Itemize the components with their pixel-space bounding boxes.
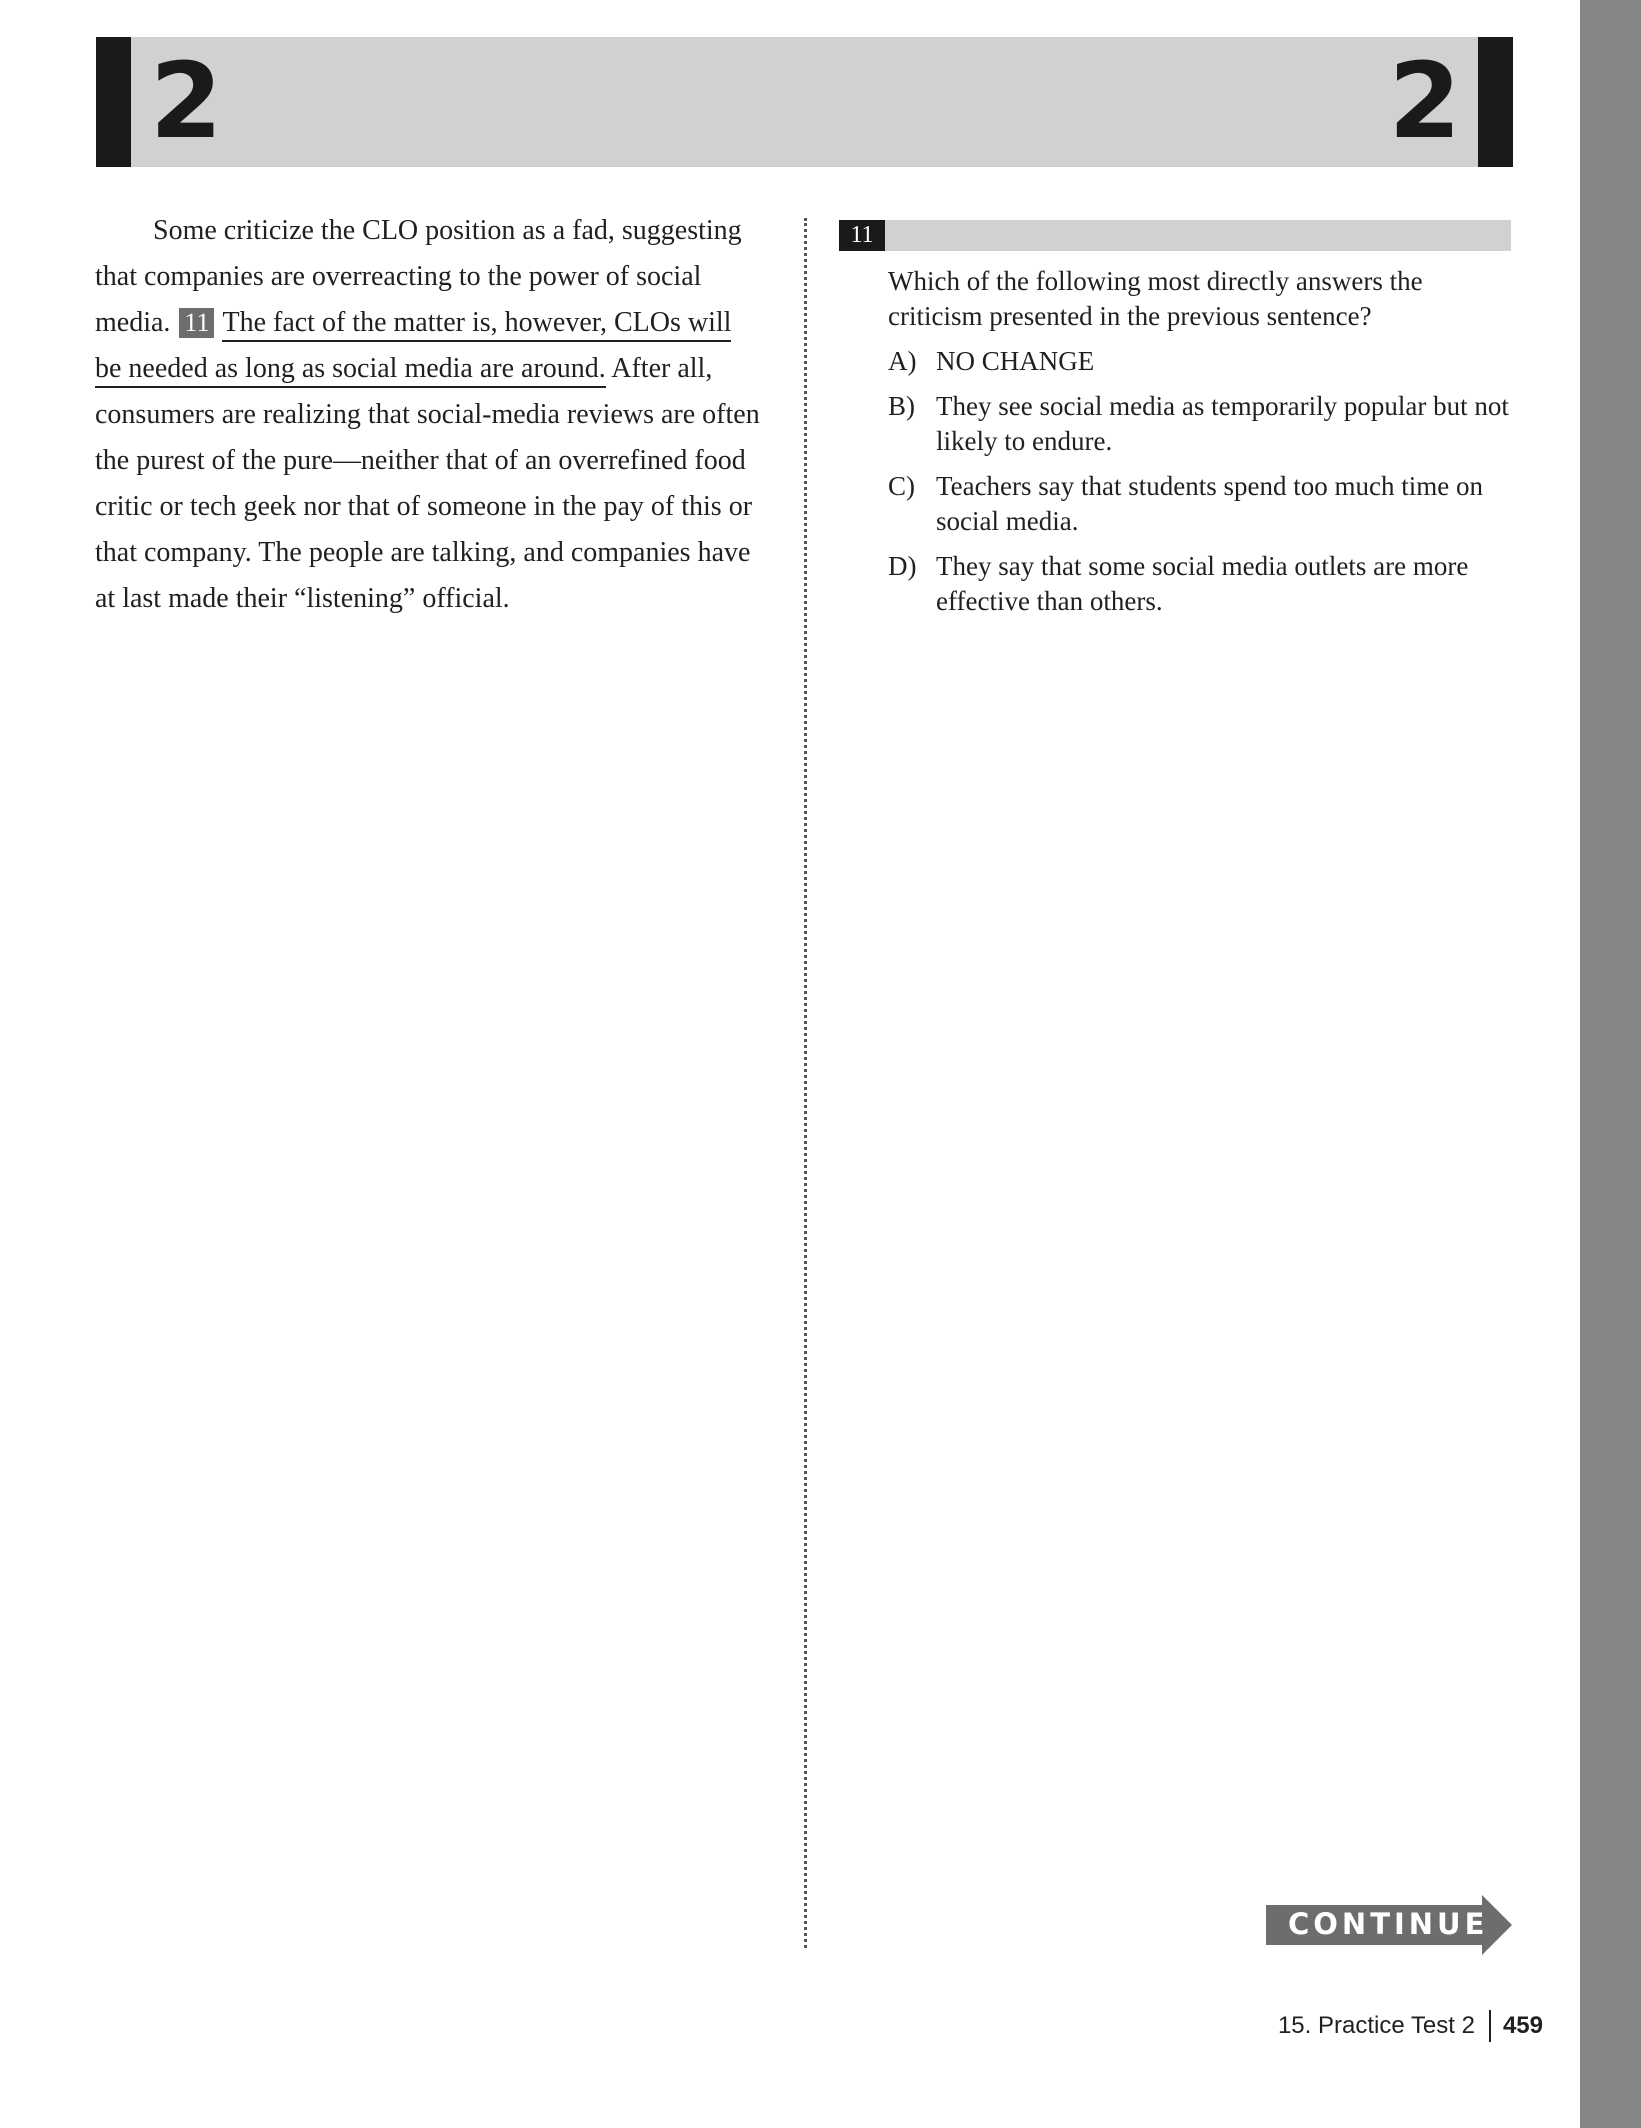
passage-line <box>95 300 775 346</box>
option-letter: C) <box>888 471 915 501</box>
section-number-right: 2 <box>1388 40 1461 162</box>
right-marker-bar <box>1478 37 1513 167</box>
passage <box>95 208 775 622</box>
option-text: NO CHANGE <box>936 346 1095 376</box>
passage-line <box>95 346 775 392</box>
passage-text: media. <box>95 307 171 338</box>
option-letter: B) <box>888 391 915 421</box>
page-edge-strip <box>1580 0 1641 2128</box>
chapter-label: 15. Practice Test 2 <box>1277 2012 1475 2039</box>
section-number-left: 2 <box>150 40 223 162</box>
page-footer <box>1278 2010 1543 2042</box>
passage-line: consumers are realizing that social-media reviews are often <box>95 399 760 430</box>
left-marker-bar <box>96 37 131 167</box>
question-number: 11 <box>839 220 885 251</box>
option-a[interactable] <box>888 344 1518 379</box>
option-b[interactable] <box>888 389 1518 459</box>
passage-line: that companies are overreacting to the power of social <box>95 261 702 292</box>
passage-line: the purest of the pure—neither that of an overrefined food <box>95 445 746 476</box>
continue-arrow <box>1266 1895 1512 1955</box>
continue-label: CONTINUE <box>1288 1907 1489 1941</box>
question-header-bar <box>839 220 1511 251</box>
footer-separator <box>1489 2010 1491 2042</box>
option-letter: D) <box>888 551 917 581</box>
page-number: 459 <box>1502 2012 1543 2039</box>
question-marker[interactable]: 11 <box>179 308 214 338</box>
passage-line: that company. The people are talking, and companies have <box>95 537 751 568</box>
passage-line: critic or tech geek nor that of someone in the pay of this or <box>95 491 753 522</box>
option-d[interactable] <box>888 549 1518 619</box>
passage-text: After all, <box>605 353 713 384</box>
question-stem: Which of the following most directly answers the criticism presented in the previous sentence? <box>888 266 1423 331</box>
passage-line: at last made their “listening” official. <box>95 583 510 614</box>
question <box>888 264 1518 629</box>
passage-line: Some criticize the CLO position as a fad, suggesting <box>153 215 742 246</box>
option-c[interactable] <box>888 469 1518 539</box>
option-text: They say that some social media outlets are more effective than others. <box>936 551 1469 616</box>
underlined-text: be needed as long as social media are around. <box>95 353 606 388</box>
option-text: They see social media as temporarily popular but not likely to endure. <box>936 391 1509 456</box>
option-text: Teachers say that students spend too much time on social media. <box>936 471 1483 536</box>
option-letter: A) <box>888 346 917 376</box>
column-divider <box>804 218 807 1948</box>
section-header <box>96 37 1513 167</box>
underlined-text: The fact of the matter is, however, CLOs will <box>222 307 731 342</box>
